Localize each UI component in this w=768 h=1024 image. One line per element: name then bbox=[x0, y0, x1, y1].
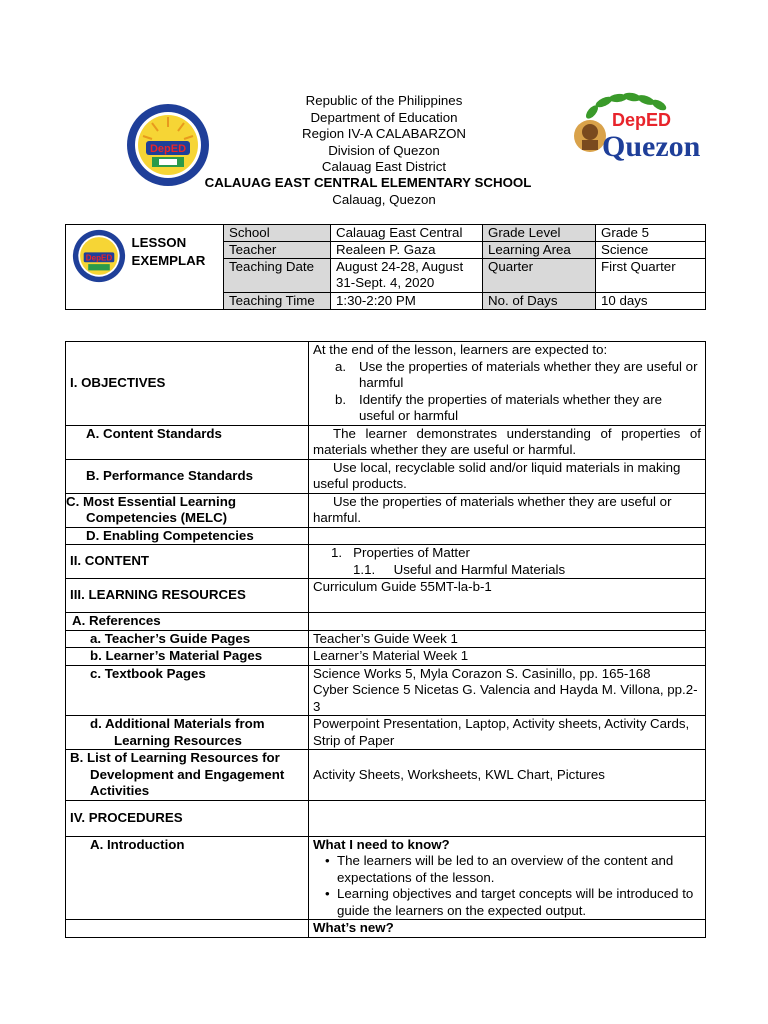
objectives-list bbox=[313, 359, 701, 425]
quarter-label: Quarter bbox=[483, 259, 596, 293]
lesson-exemplar-title: LESSON EXEMPLAR bbox=[126, 225, 224, 310]
learning-area-value: Science bbox=[596, 242, 706, 259]
resources-list-value: Activity Sheets, Worksheets, KWL Chart, Pictures bbox=[309, 750, 706, 801]
introduction-bullet: • The learners will be led to an overview of the content and expectations of the lesson. bbox=[325, 853, 674, 885]
teaching-time-label: Teaching Time bbox=[224, 293, 331, 310]
objectives-label: I. OBJECTIVES bbox=[66, 342, 309, 426]
content-standards-label: A. Content Standards bbox=[66, 425, 309, 459]
svg-text:DepED: DepED bbox=[85, 253, 113, 263]
introduction-row bbox=[66, 836, 706, 920]
objectives-intro: At the end of the lesson, learners are expected to: bbox=[313, 342, 608, 357]
content-cell bbox=[309, 545, 706, 579]
no-of-days-label: No. of Days bbox=[483, 293, 596, 310]
learners-material-value: Learner’s Material Week 1 bbox=[309, 648, 706, 666]
svg-text:DepED: DepED bbox=[149, 143, 187, 155]
teacher-value: Realeen P. Gaza bbox=[331, 242, 483, 259]
enabling-competencies-label: D. Enabling Competencies bbox=[66, 527, 309, 545]
teaching-time-value: 1:30-2:20 PM bbox=[331, 293, 483, 310]
resources-list-label: B. List of Learning Resources for Development and Engagement Activities bbox=[66, 750, 309, 801]
enabling-row bbox=[66, 527, 706, 545]
performance-standards-value: Use local, recyclable solid and/or liquid materials in making useful products. bbox=[309, 459, 706, 493]
whats-new-label-cell bbox=[66, 920, 309, 938]
teaching-date-label: Teaching Date bbox=[224, 259, 331, 293]
procedures-label: IV. PROCEDURES bbox=[66, 800, 309, 836]
deped-quezon-logo-icon bbox=[572, 92, 701, 172]
references-row bbox=[66, 613, 706, 631]
content-row bbox=[66, 545, 706, 579]
header-line-5: Calauag East District bbox=[321, 159, 447, 174]
grade-level-value: Grade 5 bbox=[596, 225, 706, 242]
performance-standards-row bbox=[66, 459, 706, 493]
references-label: A. References bbox=[66, 613, 309, 631]
content-standards-row bbox=[66, 425, 706, 459]
learning-area-label: Learning Area bbox=[483, 242, 596, 259]
introduction-bullets bbox=[313, 853, 701, 919]
procedures-value bbox=[309, 800, 706, 836]
content-subitem: 1.1. Useful and Harmful Materials bbox=[353, 561, 566, 577]
teachers-guide-value: Teacher’s Guide Week 1 bbox=[309, 630, 706, 648]
learners-material-label: b. Learner’s Material Pages bbox=[66, 648, 309, 666]
content-standards-value: The learner demonstrates understanding of properties of materials whether they are useful or harmful. bbox=[309, 425, 706, 459]
introduction-bullet: • Learning objectives and target concepts will be introduced to guide the learners on the expected output. bbox=[325, 886, 694, 918]
introduction-cell bbox=[309, 836, 706, 920]
school-label: School bbox=[224, 225, 331, 242]
content-item: 1. Properties of Matter bbox=[331, 545, 470, 560]
school-name: CALAUAG EAST CENTRAL ELEMENTARY SCHOOL bbox=[204, 175, 532, 190]
textbook-label: c. Textbook Pages bbox=[66, 665, 309, 716]
deped-small-seal-icon bbox=[72, 229, 126, 283]
school-location: Calauag, Quezon bbox=[332, 192, 436, 207]
textbook-cell bbox=[309, 665, 706, 716]
grade-level-label: Grade Level bbox=[483, 225, 596, 242]
enabling-competencies-value bbox=[309, 527, 706, 545]
logo-quezon-text: Quezon bbox=[602, 130, 701, 163]
quarter-value: First Quarter bbox=[596, 259, 706, 293]
lesson-plan-table bbox=[65, 341, 706, 938]
content-label: II. CONTENT bbox=[66, 545, 309, 579]
header-line-2: Department of Education bbox=[310, 109, 458, 125]
references-value bbox=[309, 613, 706, 631]
objective-item: b. Identify the properties of materials whether they are useful or harmful bbox=[335, 391, 663, 423]
introduction-label: A. Introduction bbox=[66, 836, 309, 920]
learning-resources-row bbox=[66, 579, 706, 613]
melc-label: C. Most Essential Learning Competencies (MELC) bbox=[66, 493, 309, 527]
additional-materials-value: Powerpoint Presentation, Laptop, Activity sheets, Activity Cards, Strip of Paper bbox=[309, 716, 706, 750]
additional-materials-row bbox=[66, 716, 706, 750]
header-line-1: Republic of the Philippines bbox=[305, 93, 463, 108]
learners-material-row bbox=[66, 648, 706, 666]
textbook-row bbox=[66, 665, 706, 716]
teacher-label: Teacher bbox=[224, 242, 331, 259]
teachers-guide-label: a. Teacher’s Guide Pages bbox=[66, 630, 309, 648]
textbook-entry: Cyber Science 5 Nicetas G. Valencia and Hayda M. Villona, pp.2-3 bbox=[313, 682, 698, 714]
learning-resources-label: III. LEARNING RESOURCES bbox=[66, 579, 309, 613]
whats-new-heading: What’s new? bbox=[309, 920, 706, 938]
objectives-cell bbox=[309, 342, 706, 426]
additional-materials-label: d. Additional Materials from Learning Resources bbox=[66, 716, 309, 750]
lesson-info-table bbox=[65, 224, 706, 310]
header-line-4: Division of Quezon bbox=[328, 142, 440, 158]
deped-school-seal-icon bbox=[126, 103, 210, 187]
performance-standards-label: B. Performance Standards bbox=[66, 459, 309, 493]
melc-row bbox=[66, 493, 706, 527]
textbook-entry: Science Works 5, Myla Corazon S. Casinillo, pp. 165-168 bbox=[313, 665, 651, 681]
teachers-guide-row bbox=[66, 630, 706, 648]
logo-badge-text: DepED bbox=[612, 110, 672, 130]
info-logo-cell bbox=[66, 225, 126, 310]
teaching-date-value: August 24-28, August 31-Sept. 4, 2020 bbox=[331, 259, 483, 293]
procedures-row bbox=[66, 800, 706, 836]
introduction-heading: What I need to know? bbox=[313, 836, 450, 852]
resources-list-row bbox=[66, 750, 706, 801]
no-of-days-value: 10 days bbox=[596, 293, 706, 310]
learning-resources-value: Curriculum Guide 55MT-la-b-1 bbox=[309, 579, 706, 613]
melc-value: Use the properties of materials whether they are useful or harmful. bbox=[309, 493, 706, 527]
whats-new-row bbox=[66, 920, 706, 938]
objectives-row bbox=[66, 342, 706, 426]
objective-item: a. Use the properties of materials whether they are useful or harmful bbox=[335, 358, 698, 390]
school-value: Calauag East Central bbox=[331, 225, 483, 242]
header-line-3: Region IV-A CALABARZON bbox=[301, 126, 467, 141]
